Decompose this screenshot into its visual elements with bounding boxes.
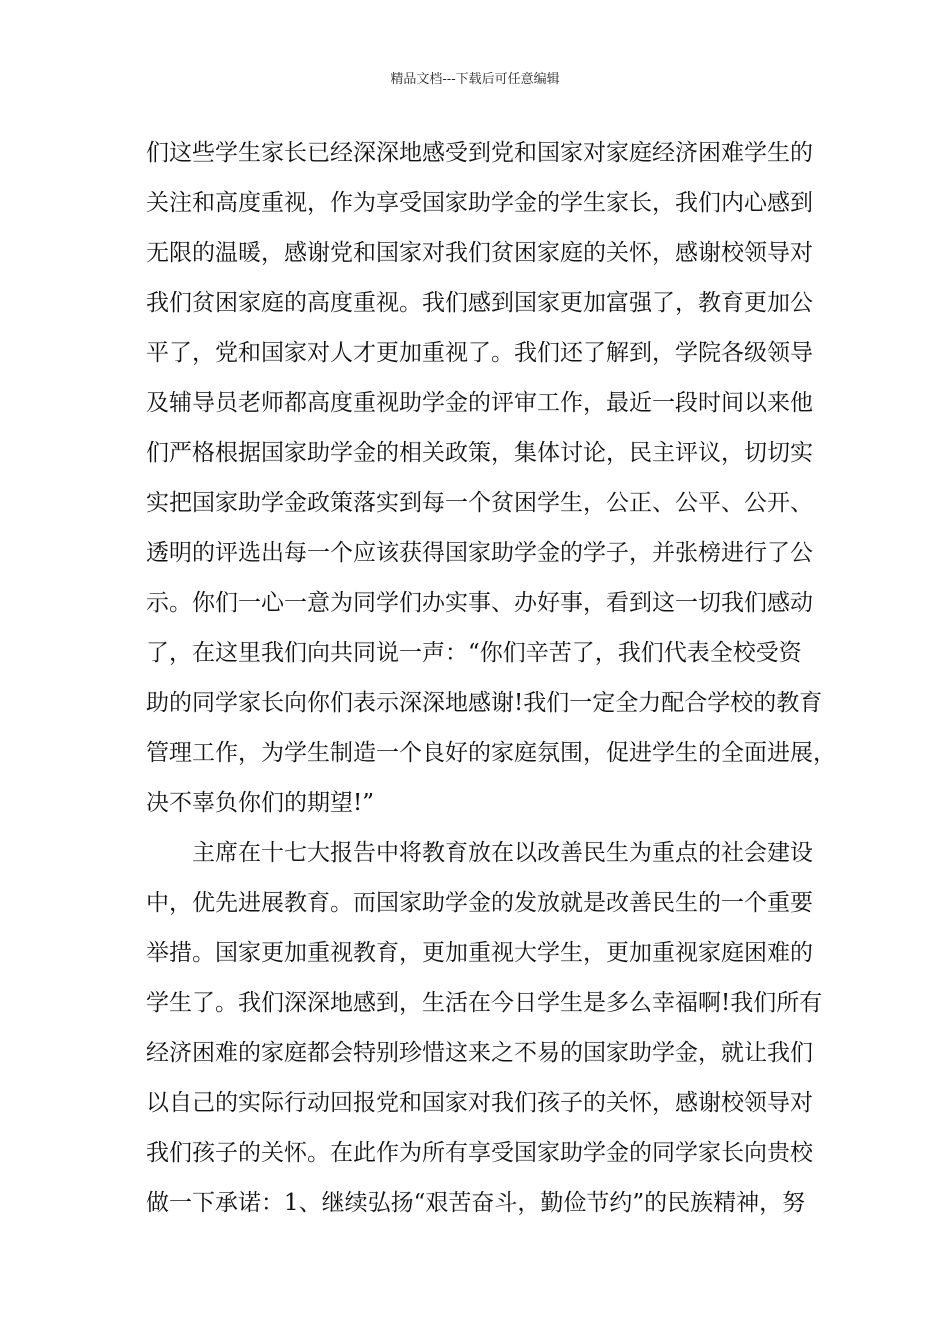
text-line: 决不辜负你们的期望!” [146,790,375,816]
paragraph-start-line: 主席在十七大报告中将教育放在以改善民生为重点的社会建设 [192,840,813,866]
text-line: 们这些学生家长已经深深地感受到党和国家对家庭经济困难学生的 [146,140,813,166]
text-line: 无限的温暖，感谢党和国家对我们贫困家庭的关怀，感谢校领导对 [146,240,813,266]
text-line: 举措。国家更加重视教育，更加重视大学生，更加重视家庭困难的 [146,940,813,966]
text-line: 平了，党和国家对人才更加重视了。我们还了解到，学院各级领导 [146,340,813,366]
text-line: 中，优先进展教育。而国家助学金的发放就是改善民生的一个重要 [146,890,813,916]
text-line: 了，在这里我们向共同说一声：“你们辛苦了，我们代表全校受资 [146,640,802,666]
text-line: 做一下承诺：1、继续弘扬“艰苦奋斗，勤俭节约”的民族精神，努 [146,1190,806,1216]
text-line: 以自己的实际行动回报党和国家对我们孩子的关怀，感谢校领导对 [146,1090,813,1116]
document-body [146,131,836,1231]
text-line: 及辅导员老师都高度重视助学金的评审工作，最近一段时间以来他 [146,390,813,416]
text-line: 我们孩子的关怀。在此作为所有享受国家助学金的同学家长向贵校 [146,1140,813,1166]
text-line: 我们贫困家庭的高度重视。我们感到国家更加富强了，教育更加公 [146,290,813,316]
page-header: 精品文档---下载后可任意编辑 [390,72,560,87]
text-line: 们严格根据国家助学金的相关政策，集体讨论，民主评议，切切实 [146,440,813,466]
text-line: 助的同学家长向你们表示深深地感谢!我们一定全力配合学校的教育 [146,690,823,716]
text-line: 透明的评选出每一个应该获得国家助学金的学子，并张榜进行了公 [146,540,813,566]
text-line: 学生了。我们深深地感到，生活在今日学生是多么幸福啊!我们所有 [146,990,823,1016]
text-line: 实把国家助学金政策落实到每一个贫困学生，公正、公平、公开、 [146,490,813,516]
text-line: 关注和高度重视，作为享受国家助学金的学生家长，我们内心感到 [146,190,813,216]
text-line: 管理工作，为学生制造一个良好的家庭氛围，促进学生的全面进展， [146,740,836,766]
text-line: 示。你们一心一意为同学们办实事、办好事，看到这一切我们感动 [146,590,813,616]
text-line: 经济困难的家庭都会特别珍惜这来之不易的国家助学金，就让我们 [146,1040,813,1066]
